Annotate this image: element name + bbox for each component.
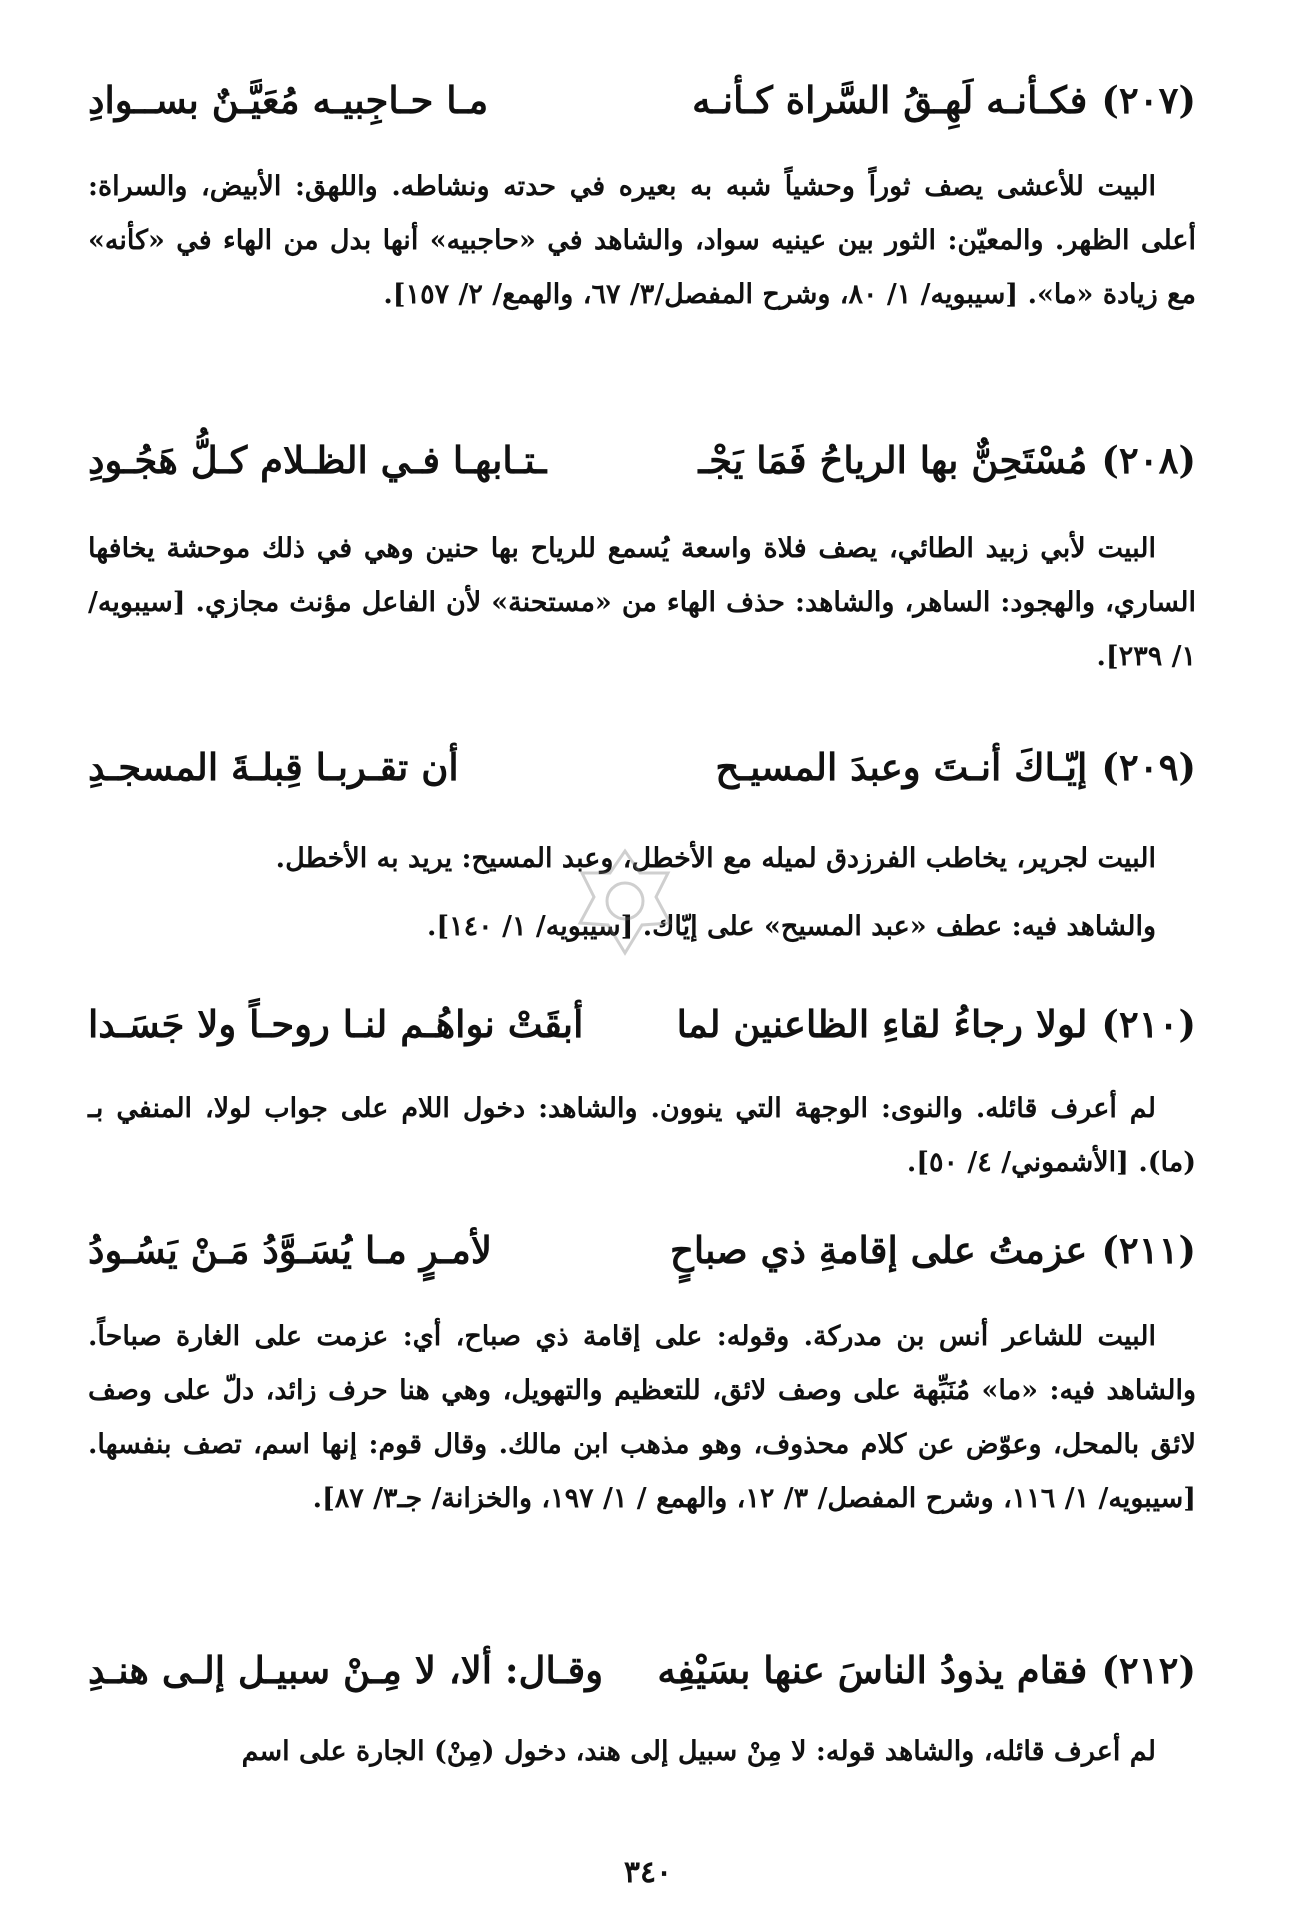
verse-number: (٢١١) [1101,1228,1196,1272]
commentary-paragraph: البيت للشاعر أنس بن مدركة. وقوله: على إقامة ذي صباح، أي: عزمت على الغارة صباحاً. والشاهد فيه: «ما» مُنَبِّهة على وصف لائق، للتعظيم والتهويل، وهي هنا حرف زائد، دلّ على وصف لائق بالمحل، وعوّض عن كلام محذوف، وهو مذهب ابن مالك. وقال قوم: إنها اسم، تصف بنفسها. [سيبويه/ ١/ ١١٦، وشرح المفصل/ ٣/ ١٢، والهمع / ١/ ١٩٧، والخزانة/ جـ٣/ ٨٧]. [88,1321,1196,1514]
first-hemistich: مُسْتَحِنٌّ بها الرياحُ فَمَا يَجْـ [698,438,1088,482]
commentary [88,522,1196,684]
second-hemistich: لأمـرٍ مـا يُسَـوَّدُ مَـنْ يَسُـودُ [88,1228,492,1272]
commentary-paragraph: البيت لجرير، يخاطب الفرزدق لميله مع الأخطل، وعبد المسيح: يريد به الأخطل. [275,843,1156,874]
verse-line [88,438,1196,482]
commentary-paragraph: لم أعرف قائله. والنوى: الوجهة التي ينوون. والشاهد: دخول اللام على جواب لولا، المنفي بـ (ما). [الأشموني/ ٤/ ٥٠]. [88,1093,1196,1178]
second-hemistich: أن تقـربـا قِبلـةَ المسجـدِ [88,745,459,789]
verse-line [88,1648,1196,1692]
commentary [88,1310,1196,1526]
second-hemistich: مـا حـاجِبيـه مُعَيَّـنٌ بســوادِ [88,78,489,122]
verse-line [88,78,1196,122]
verse-line [88,745,1196,789]
commentary-paragraph: البيت لأبي زبيد الطائي، يصف فلاة واسعة يُسمع للرياح بها حنين وهي في ذلك موحشة يخافها الساري، والهجود: الساهر، والشاهد: حذف الهاء من «مستحنة» لأن الفاعل مؤنث مجازي. [سيبويه/١/ ٢٣٩]. [88,533,1196,672]
second-hemistich: وقـال: ألا، لا مِـنْ سبيـل إلـى هنـدِ [88,1648,604,1692]
commentary-paragraph: لم أعرف قائله، والشاهد قوله: لا مِنْ سبيل إلى هند، دخول (مِنْ) الجارة على اسم [241,1736,1156,1767]
first-hemistich: عزمتُ على إقامةِ ذي صباحٍ [669,1228,1088,1272]
verse-number: (٢١٢) [1101,1648,1196,1692]
first-hemistich: إيّـاكَ أنـتَ وعبدَ المسيـح [715,745,1088,789]
second-hemistich: أبقَتْ نواهُـم لنـا روحـاً ولا جَسَـدا [88,1002,584,1046]
page-number: ٣٤٠ [623,1855,673,1890]
second-hemistich: ـتـابهـا فـي الظـلام كـلُّ هَجُـودِ [88,438,547,482]
verse-number: (٢٠٩) [1101,745,1196,789]
library-seal-watermark [560,845,690,965]
verse-number: (٢٠٨) [1101,438,1196,482]
verse-line [88,1002,1196,1046]
commentary-paragraph: والشاهد فيه: عطف «عبد المسيح» على إيّاك. [سيبويه/ ١/ ١٤٠]. [426,911,1156,942]
verse-number: (٢٠٧) [1101,78,1196,122]
commentary-paragraph: البيت للأعشى يصف ثوراً وحشياً شبه به بعيره في حدته ونشاطه. واللهق: الأبيض، والسراة: أعلى الظهر. والمعيّن: الثور بين عينيه سواد، والشاهد في «حاجبيه» أنها بدل من الهاء في «كأنه» مع زيادة «ما». [سيبويه/ ١/ ٨٠، وشرح المفصل/٣/ ٦٧، والهمع/ ٢/ ١٥٧]. [88,171,1196,310]
first-hemistich: لولا رجاءُ لقاءِ الظاعنين لما [676,1002,1088,1046]
commentary [88,1082,1196,1190]
first-hemistich: فكـأنـه لَهِـقُ السَّراة كـأنـه [692,78,1088,122]
verse-number: (٢١٠) [1101,1002,1196,1046]
commentary [88,1725,1196,1779]
verse-line [88,1228,1196,1272]
commentary [88,160,1196,322]
first-hemistich: فقام يذودُ الناسَ عنها بسَيْفِه [657,1648,1088,1692]
